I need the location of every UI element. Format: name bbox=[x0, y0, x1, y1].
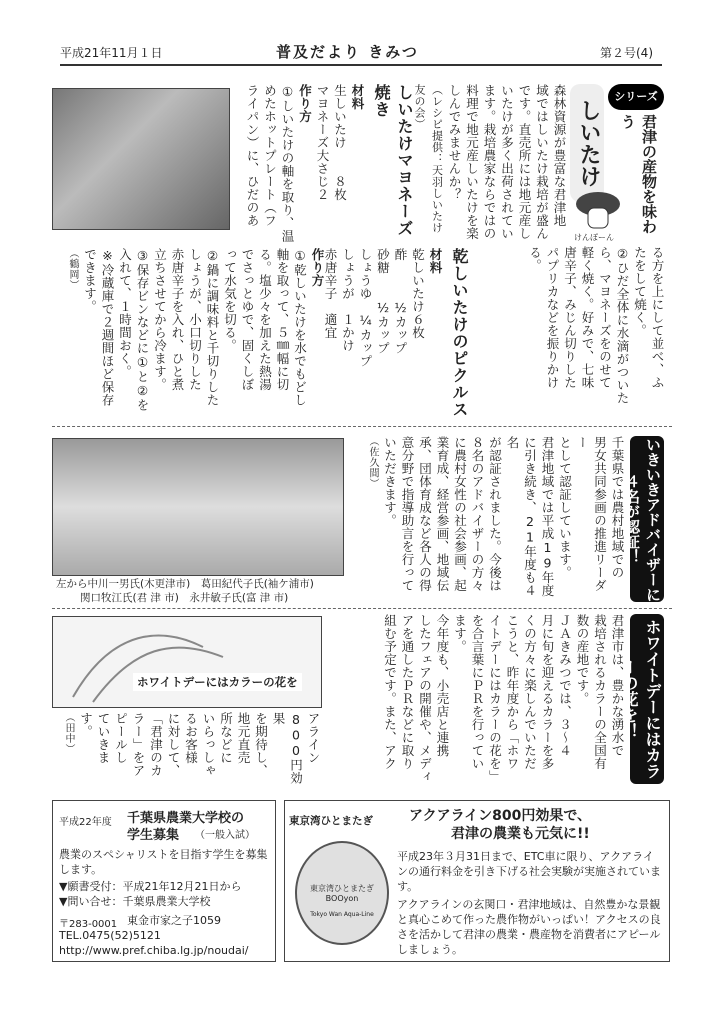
intro-line: です。直売所には地元産し bbox=[517, 84, 532, 240]
advisor-caption-2: 関口牧江氏(君 津 市) 永井敏子氏(富 津 市) bbox=[80, 592, 289, 604]
mayo-step: ①しいたけの軸を取り、温 bbox=[280, 84, 295, 243]
shiitake-photo bbox=[52, 88, 230, 230]
pickles-method-label: 作り方 bbox=[310, 248, 325, 287]
advisor-banner: いきいきアドバイザーに４名が認証！ bbox=[623, 436, 662, 602]
whiteday-line: ＪＡきみつでは、３〜４ bbox=[557, 614, 573, 757]
advisor-line: 君津地域では平成19年度 bbox=[540, 436, 555, 597]
pickles-step: ②鍋に調味料と千切りした bbox=[205, 248, 220, 407]
mayo-step: めたホットプレート（フ bbox=[262, 84, 278, 227]
whiteday-line: るお客様 bbox=[183, 712, 199, 764]
college-tel: TEL.0475(52)5121 bbox=[59, 929, 161, 942]
college-inquiry: ▼問い合せ：千葉県農業大学校 bbox=[59, 895, 211, 908]
whiteday-line: 所などに bbox=[218, 712, 234, 764]
pickles-material: 赤唐辛子 適宜 bbox=[323, 248, 338, 339]
calla-caption: ホワイトデーにはカラーの花を bbox=[133, 673, 302, 691]
pickles-step: る。塩少々を加えた熱湯 bbox=[257, 248, 273, 391]
college-year: 平成22年度 bbox=[59, 817, 112, 828]
pickles-material: 乾しいたけ６枚 bbox=[410, 248, 426, 339]
aqualine-tag: 東京湾ひとまたぎ bbox=[289, 815, 373, 827]
mayo-method-label: 作り方 bbox=[297, 84, 313, 123]
issue-date: 平成21年11月１日 bbox=[60, 46, 163, 60]
calla-lily-icon bbox=[53, 617, 321, 707]
pickles-step: 赤唐辛子を入れ、ひと煮 bbox=[170, 248, 185, 391]
pickles-step: 軸を取って、５㎜幅に切 bbox=[275, 248, 290, 391]
advisor-line: 業育成、経営参画、地域伝 bbox=[435, 436, 450, 592]
pickles-step: でさっとゆで、固くしぼ bbox=[240, 248, 255, 391]
shiitake-intro bbox=[413, 84, 568, 244]
college-title-note: （一般入試） bbox=[195, 830, 255, 841]
whiteday-line: ます。 bbox=[452, 614, 468, 653]
pickles-materials-label: 材料 bbox=[428, 248, 443, 274]
mayo-material: マヨネーズ大さじ２ bbox=[315, 84, 330, 201]
advisor-line: 意分野で指導助言を行って bbox=[400, 436, 415, 592]
advisor-caption-1: 左から中川一男氏(木更津市) 葛田紀代子氏(袖ケ浦市) bbox=[56, 578, 314, 590]
aqualine-para-1: 平成23年３月31日まで、ETC車に限り、アクアラインの通行料金を引き下げる社会実験が実施されています。 bbox=[397, 850, 661, 893]
mayo-recipe-cont bbox=[470, 246, 666, 416]
whiteday-line: 地元直売 bbox=[236, 712, 251, 764]
pickles-step: できます。 bbox=[82, 248, 98, 313]
intro-line: 域ではしいたけ栽培が盛ん bbox=[534, 84, 550, 240]
section-divider bbox=[52, 608, 672, 609]
intro-line: いたけが多く出荷されてい bbox=[499, 84, 515, 240]
advisor-line: 承、団体育成など各人の得 bbox=[417, 436, 433, 592]
college-title: 千葉県農業大学校の bbox=[127, 811, 245, 826]
whiteday-line: 月に旬を迎えるカラーを多 bbox=[540, 614, 555, 770]
advisor-line: 男女共同参画の推進リーダー bbox=[575, 436, 608, 592]
advisor-line: に引き続き、21年度も４名 bbox=[505, 436, 538, 597]
advisor-line: ８名のアドバイザーの方々 bbox=[470, 436, 485, 592]
whiteday-line: アライン800円効果 bbox=[271, 712, 321, 785]
college-url[interactable]: http://www.pref.chiba.lg.jp/noudai/ bbox=[59, 944, 249, 957]
advisor-author: （佐久間） bbox=[367, 436, 378, 489]
mayo-materials-label: 材料 bbox=[350, 84, 365, 110]
intro-line: しんでみませんか？ bbox=[447, 84, 462, 201]
advisor-body bbox=[350, 436, 626, 602]
whiteday-line: ていきます。 bbox=[78, 712, 111, 764]
mayo-step: たをして焼く。 bbox=[632, 246, 648, 337]
whiteday-line: 数の産地です。 bbox=[575, 614, 590, 705]
mayo-step: る方を上にして並べ、ふ bbox=[650, 246, 665, 389]
whiteday-line: ピールし bbox=[113, 712, 129, 764]
whiteday-line: 栽培されるカラーの全国有 bbox=[592, 614, 608, 770]
mayo-recipe bbox=[236, 84, 366, 244]
mayo-step: 軽く焼く。好みで、七味 bbox=[580, 246, 595, 389]
intro-line: （レシピ提供：天羽しいたけ友の会） bbox=[413, 84, 444, 234]
college-body: 農業のスペシャリストを目指す学生を募集します。 bbox=[59, 848, 268, 876]
mayo-step: 唐辛子、みじん切りした bbox=[562, 246, 578, 389]
header-rule bbox=[60, 64, 662, 66]
mascot-image bbox=[572, 190, 624, 234]
pickles-step: ③保存ビンなどに①と②を bbox=[135, 248, 150, 412]
whiteday-line: くの方々に楽しんでいただ bbox=[522, 614, 538, 770]
advisor-line: 千葉県では農村地域での bbox=[610, 436, 625, 579]
whiteday-line: したフェアの開催や、メディ bbox=[417, 614, 433, 783]
whiteday-body-cont bbox=[60, 712, 322, 786]
issue-number: 第２号(4) bbox=[600, 46, 653, 60]
college-postal: 〒283-0001 bbox=[59, 919, 118, 930]
mascot-icon bbox=[572, 190, 624, 234]
pickles-title: 乾しいたけのピクルス bbox=[450, 248, 469, 418]
series-title: 君津の産物を味わう bbox=[619, 114, 658, 234]
aqualine-headline-1: アクアライン800円効果で、 bbox=[409, 808, 592, 824]
mayo-step: パプリカなどを振りかけ bbox=[545, 246, 560, 389]
aqualine-logo-sub: Tokyo Wan Aqua-Line bbox=[310, 911, 374, 918]
whiteday-line: イトデーにはカラーの花を」 bbox=[487, 614, 503, 783]
whiteday-body bbox=[326, 614, 626, 784]
intro-line: 森林資源が豊富な君津地 bbox=[552, 84, 567, 227]
whiteday-line: いらっしゃ bbox=[201, 712, 216, 777]
whiteday-banner: ホワイトデーにはカラーの花を！ bbox=[630, 614, 664, 784]
college-box bbox=[52, 800, 276, 962]
mayo-step: る。 bbox=[527, 246, 543, 272]
pickles-step: 入れて、１時間おく。 bbox=[117, 248, 133, 378]
whiteday-line: ラー」をア bbox=[131, 712, 146, 777]
whiteday-line: を期待し、 bbox=[253, 712, 269, 777]
mayo-step: ら、マヨネーズをのせて bbox=[597, 246, 613, 389]
advisor-line: いただきます。 bbox=[382, 436, 398, 527]
advisor-line: が認証されました。今後は bbox=[487, 436, 503, 592]
college-application: ▼願書受付：平成21年12月21日から bbox=[59, 880, 242, 893]
pickles-material: 砂糖 ½カップ bbox=[375, 248, 391, 355]
advisor-line: に農村女性の社会参画、起 bbox=[452, 436, 468, 592]
pickles-step: ①乾しいたけを水でもどし bbox=[292, 248, 308, 407]
whiteday-line: 「君津のカ bbox=[148, 712, 164, 777]
advisor-photo bbox=[52, 438, 344, 576]
whiteday-line: 君津市は、豊かな湧水で bbox=[610, 614, 625, 757]
pickles-step: って水気を切る。 bbox=[222, 248, 238, 352]
pickles-material: 酢 ½カップ bbox=[393, 248, 408, 355]
calla-lily-image bbox=[52, 616, 322, 708]
aqualine-logo bbox=[295, 841, 389, 945]
section-divider bbox=[52, 426, 672, 427]
whiteday-line: アを通したＰＲなどに取り bbox=[400, 614, 415, 770]
whiteday-line: 今年度も、小売店と連携 bbox=[435, 614, 450, 757]
aqualine-box bbox=[284, 800, 670, 962]
mayo-title: しいたけマヨネーズ焼き bbox=[372, 84, 414, 237]
pickles-method bbox=[56, 248, 326, 418]
pickles-step: ※冷蔵庫で２週間ほど保存 bbox=[100, 248, 115, 407]
advisor-line: として認証しています。 bbox=[557, 436, 573, 579]
whiteday-line: に対して、 bbox=[166, 712, 181, 777]
college-title-2: 学生募集 bbox=[127, 828, 180, 843]
series-badge: シリーズ bbox=[608, 84, 664, 110]
intro-line: 料理で地元産しいたけを楽 bbox=[464, 84, 480, 240]
intro-line: ます。栽培農家ならではの bbox=[482, 84, 497, 240]
mayo-step: ライパン）に、ひだのあ bbox=[245, 84, 260, 227]
pickles-material: しょうが １かけ bbox=[340, 248, 356, 352]
whiteday-line: こうと、昨年度から「ホワ bbox=[505, 614, 520, 770]
pickles-author: （鶴岡） bbox=[67, 248, 78, 290]
pickles-material: しょうゆ ¼カップ bbox=[358, 248, 373, 368]
mayo-step: ②ひだ全体に水滴がついた bbox=[615, 246, 630, 405]
pickles-step: しょうが、小口切りした bbox=[187, 248, 203, 391]
college-address: 東金市家之子1059 bbox=[127, 914, 221, 927]
shiitake-banner: しいたけ bbox=[570, 84, 604, 202]
pickles-materials bbox=[323, 248, 444, 418]
mayo-material: 生しいたけ ８枚 bbox=[332, 84, 348, 201]
mascot-label: けんぽーん bbox=[574, 233, 614, 242]
pickles-step: 立ちさせてから冷ます。 bbox=[152, 248, 168, 391]
newsletter-title: 普及だより きみつ bbox=[276, 43, 419, 61]
whiteday-line: 組む予定です。また、アク bbox=[382, 614, 398, 770]
aqualine-headline-2: 君津の農業も元気に!! bbox=[451, 826, 590, 842]
aqualine-logo-text: 東京湾ひとまたぎ BOOyon bbox=[310, 884, 374, 903]
whiteday-line: を合言葉にＰＲを行ってい bbox=[470, 614, 485, 770]
whiteday-author: （田中） bbox=[63, 712, 74, 754]
aqualine-para-2: アクアラインの玄関口・君津地域は、自然豊かな景観と真心こめて作った農作物がいっぱい！アクセスの良さを活かして君津の農業・農産物を消費者にアピールしましょう。 bbox=[397, 898, 661, 956]
